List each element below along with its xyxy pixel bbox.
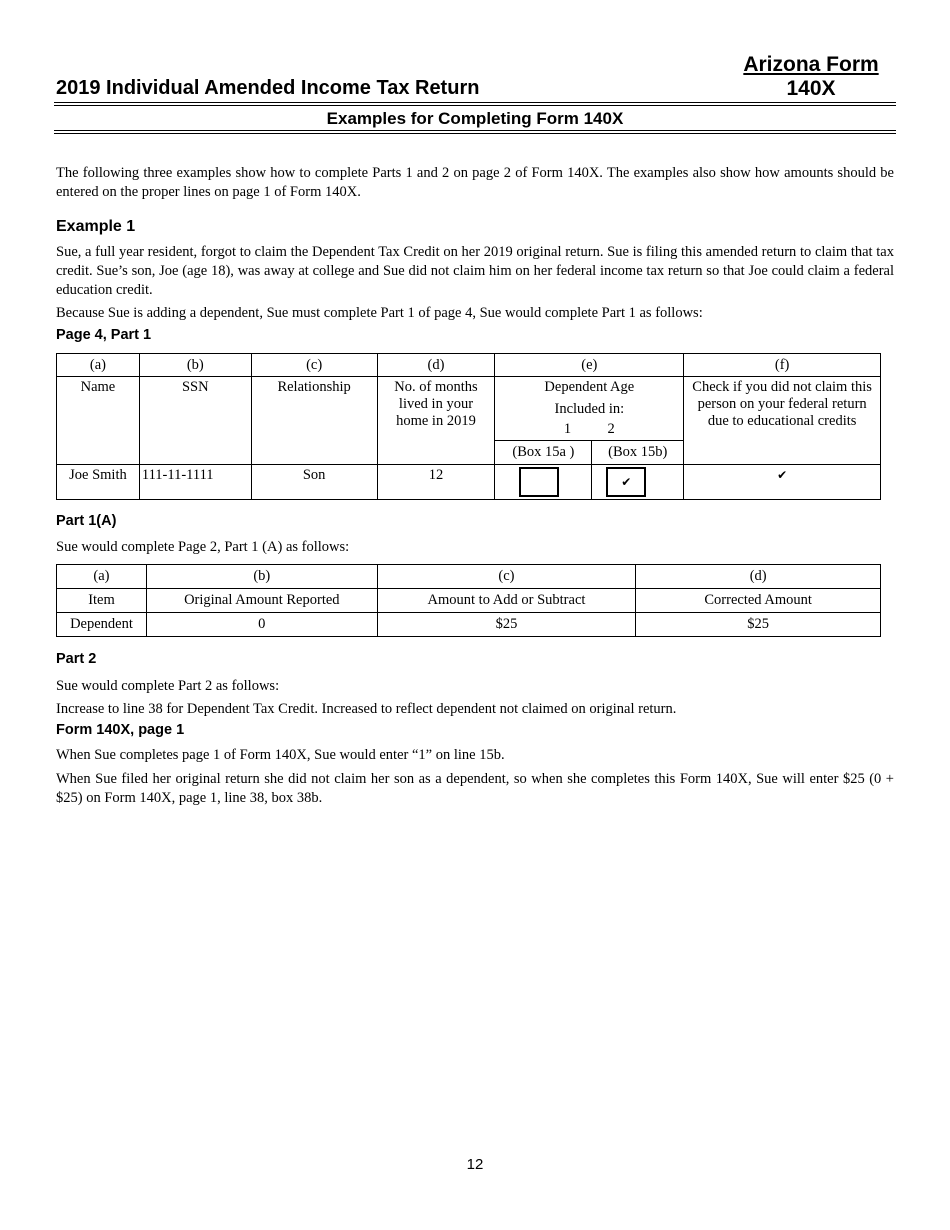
header-dependent-age	[495, 377, 684, 441]
dependent-age-num2: 2	[607, 421, 615, 437]
part1a-intro: Sue would complete Page 2, Part 1 (A) as follows:	[56, 539, 350, 555]
cell-education-credit-check: ✔	[684, 465, 881, 500]
dependent-table	[56, 353, 881, 500]
page4-part1-heading: Page 4, Part 1	[56, 327, 152, 343]
form-name	[731, 53, 891, 101]
document-subtitle: Examples for Completing Form 140X	[326, 109, 624, 128]
header-relationship: Relationship	[251, 377, 377, 465]
example1-paragraph: Sue, a full year resident, forgot to claim the Dependent Tax Credit on her 2019 original return. Sue is filing this amended return to claim that tax credit. Sue’s son, Joe (age 18), was away at college and Sue did not claim him on her federal income tax return so that Joe could claim a federal education credit.	[56, 244, 894, 298]
col-letter-d: (d)	[377, 354, 495, 377]
part2-heading: Part 2	[56, 651, 97, 667]
cell-box15b	[592, 465, 684, 500]
page-number: 12	[466, 1156, 484, 1173]
box15a-checkbox[interactable]	[519, 467, 559, 497]
col-letter-b: (b)	[139, 354, 251, 377]
form-page1-line1: When Sue completes page 1 of Form 140X, Sue would enter “1” on line 15b.	[56, 747, 505, 763]
part1a-letter-d: (d)	[636, 565, 881, 589]
header-education-credit: Check if you did not claim this person on your federal return due to educational credits	[684, 377, 881, 465]
box15b-checkbox[interactable]: ✔	[606, 467, 646, 497]
subtitle-rule-2	[54, 133, 896, 134]
dependent-age-line2: Included in:	[554, 401, 625, 417]
document-title: 2019 Individual Amended Income Tax Return	[56, 77, 480, 99]
header-box15a: (Box 15a )	[495, 441, 592, 465]
example1-paragraph-2: Because Sue is adding a dependent, Sue must complete Part 1 of page 4, Sue would complete Part 1 as follows:	[56, 305, 703, 321]
header-ssn: SSN	[139, 377, 251, 465]
part1a-letter-a: (a)	[57, 565, 147, 589]
part1a-cell-item: Dependent	[57, 613, 147, 637]
cell-box15a	[495, 465, 592, 500]
col-letter-e: (e)	[495, 354, 684, 377]
part1a-cell-add-subtract: $25	[377, 613, 636, 637]
form-page1-heading: Form 140X, page 1	[56, 722, 185, 738]
part1a-table	[56, 564, 881, 637]
col-letter-a: (a)	[57, 354, 140, 377]
example1-heading: Example 1	[56, 218, 136, 235]
part1a-heading: Part 1(A)	[56, 513, 117, 529]
part1a-letter-c: (c)	[377, 565, 636, 589]
header-box15b: (Box 15b)	[592, 441, 684, 465]
intro-paragraph: The following three examples show how to complete Parts 1 and 2 on page 2 of Form 140X. The examples also show how amounts should be entered on the proper lines on page 1 of Form 140X.	[56, 165, 894, 200]
dependent-age-line1: Dependent Age	[544, 379, 635, 395]
part1a-header-item: Item	[57, 589, 147, 613]
part2-line1: Sue would complete Part 2 as follows:	[56, 678, 280, 694]
subtitle-rule	[54, 130, 896, 131]
part2-line2: Increase to line 38 for Dependent Tax Credit. Increased to reflect dependent not claimed on original return.	[56, 701, 677, 717]
cell-ssn: 111-11-1111	[139, 465, 251, 500]
form-name-line1: Arizona Form	[743, 53, 879, 76]
part1a-header-corrected: Corrected Amount	[636, 589, 881, 613]
part1a-header-add-subtract: Amount to Add or Subtract	[377, 589, 636, 613]
cell-name: Joe Smith	[57, 465, 140, 500]
form-name-line2: 140X	[786, 77, 836, 100]
header-rule-top	[54, 102, 896, 103]
col-letter-c: (c)	[251, 354, 377, 377]
form-page1-line2: When Sue filed her original return she did not claim her son as a dependent, so when she completes this Form 140X, Sue will enter $25 (0 + $25) on Form 140X, page 1, line 38, box 38b.	[56, 771, 894, 806]
header-name: Name	[57, 377, 140, 465]
part1a-cell-original: 0	[146, 613, 377, 637]
header-months: No. of months lived in your home in 2019	[377, 377, 495, 465]
cell-months: 12	[377, 465, 495, 500]
header-rule-top-2	[54, 105, 896, 106]
part1a-letter-b: (b)	[146, 565, 377, 589]
dependent-age-num1: 1	[563, 421, 572, 437]
part1a-header-original: Original Amount Reported	[146, 589, 377, 613]
part1a-cell-corrected: $25	[636, 613, 881, 637]
cell-relationship: Son	[251, 465, 377, 500]
col-letter-f: (f)	[684, 354, 881, 377]
